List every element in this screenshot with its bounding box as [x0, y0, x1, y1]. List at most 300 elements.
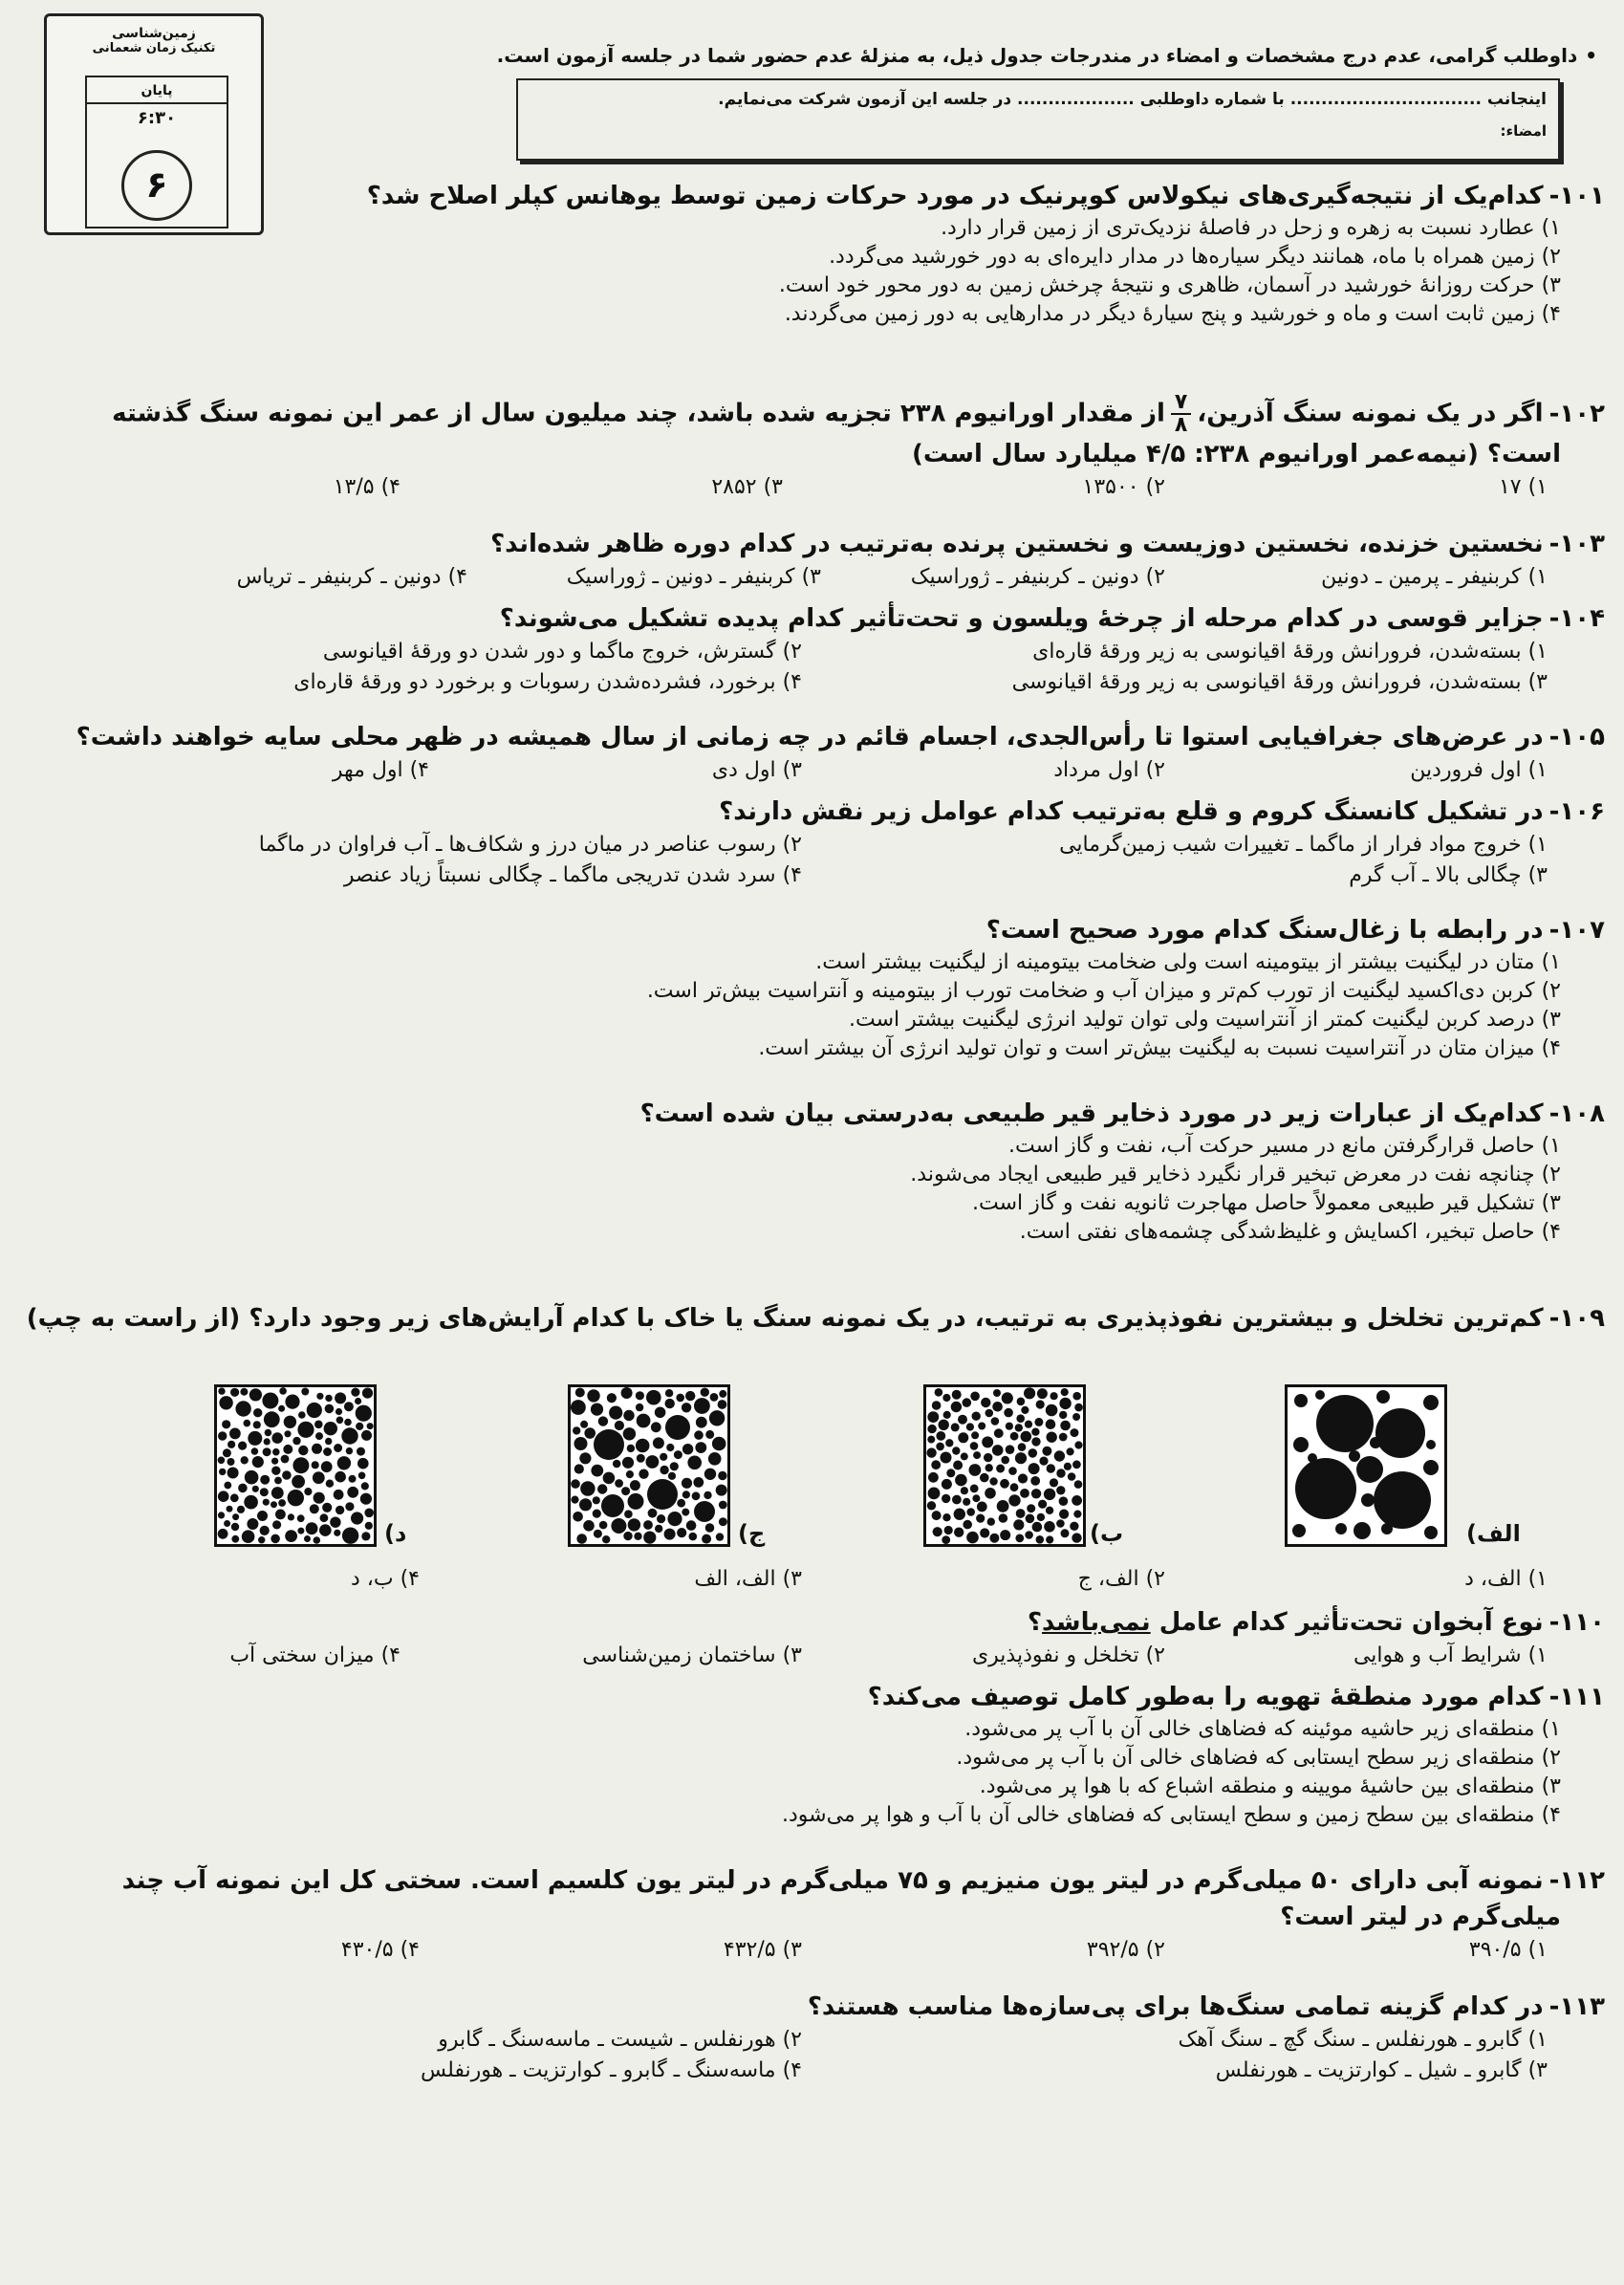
- grain-circle: [970, 1392, 980, 1402]
- grain-circle: [1036, 1535, 1045, 1544]
- question-111: [18, 1679, 1605, 1830]
- option-1[interactable]: ۱) کربنیفر ـ پرمین ـ دونین: [1321, 565, 1548, 589]
- grain-circle: [682, 1509, 689, 1516]
- grain-circle: [939, 1420, 949, 1430]
- grain-circle: [693, 1477, 704, 1488]
- option-2[interactable]: ۲) الف، ج: [1077, 1567, 1165, 1591]
- grain-circle: [571, 1496, 578, 1504]
- grain-circle: [315, 1432, 323, 1440]
- grain-circle: [716, 1485, 727, 1496]
- grain-circle: [1018, 1473, 1028, 1483]
- grain-circle: [987, 1518, 995, 1526]
- grain-circle: [1000, 1530, 1010, 1540]
- grain-circle: [926, 1447, 936, 1457]
- grain-circle: [607, 1393, 617, 1403]
- grain-circle: [1000, 1479, 1009, 1489]
- grain-circle: [237, 1506, 245, 1513]
- option-3[interactable]: ۳) اول دی: [711, 758, 802, 782]
- grain-circle: [1061, 1388, 1069, 1396]
- figure-label-alef: الف): [1466, 1520, 1521, 1547]
- grain-circle: [704, 1469, 716, 1480]
- grain-circle: [599, 1521, 608, 1530]
- grain-circle: [238, 1484, 248, 1493]
- grain-circle: [335, 1392, 346, 1404]
- grain-circle: [1050, 1392, 1058, 1400]
- grain-circle: [694, 1398, 710, 1414]
- grain-circle: [928, 1472, 939, 1483]
- option-4[interactable]: ۴) ۴۳۰/۵: [340, 1938, 420, 1962]
- grain-circle: [648, 1509, 658, 1518]
- grain-circle: [622, 1457, 634, 1469]
- grain-circle: [223, 1448, 231, 1457]
- grain-circle: [334, 1530, 340, 1536]
- grain-circle: [1015, 1452, 1027, 1464]
- grain-circle: [345, 1502, 354, 1511]
- grain-circle: [628, 1493, 644, 1510]
- grain-circle: [655, 1407, 666, 1419]
- grain-circle: [1031, 1437, 1040, 1446]
- grain-circle: [587, 1389, 599, 1402]
- grain-circle: [265, 1429, 272, 1437]
- grain-circle: [1025, 1421, 1032, 1428]
- grain-circle: [985, 1488, 996, 1499]
- grain-circle: [1072, 1460, 1081, 1469]
- option-1[interactable]: ۱) گابرو ـ هورنفلس ـ سنگ گچ ـ سنگ آهک: [1178, 2028, 1548, 2052]
- grain-circle: [573, 1512, 583, 1522]
- grain-circle: [285, 1395, 299, 1409]
- grain-circle: [297, 1514, 305, 1522]
- grain-circle: [218, 1529, 228, 1539]
- grain-circle: [1038, 1500, 1047, 1509]
- grain-circle: [575, 1388, 585, 1398]
- grain-circle: [623, 1532, 632, 1540]
- question-text-line2: است؟ (نیمه‌عمر اورانیوم ۲۳۸: ۴/۵ میلیارد سال است): [912, 440, 1561, 468]
- grain-circle: [1072, 1533, 1081, 1542]
- grain-circle: [248, 1431, 262, 1446]
- grain-circle: [262, 1393, 278, 1409]
- option-4[interactable]: ۴) میزان سختی آب: [229, 1643, 401, 1667]
- grain-circle: [325, 1395, 332, 1402]
- grain-circle: [992, 1445, 1004, 1456]
- grain-circle: [682, 1444, 693, 1454]
- grain-circle: [677, 1528, 686, 1537]
- grain-circle: [310, 1504, 319, 1513]
- grain-circle: [351, 1512, 363, 1524]
- option-4[interactable]: ۴) ۱۳/۵: [333, 475, 401, 499]
- option-1[interactable]: ۱) اول فروردین: [1410, 758, 1548, 782]
- grain-circle: [643, 1532, 656, 1544]
- question-text: کدام‌یک از عبارات زیر در مورد ذخایر قیر طبیعی به‌درستی بیان شده است؟: [639, 1099, 1544, 1128]
- grain-circle: [623, 1410, 634, 1421]
- question-102: [18, 392, 1605, 503]
- stamp-box-title: پایان: [87, 83, 227, 104]
- option-3[interactable]: ۳) درصد کربن لیگنیت کمتر از آنتراسیت ولی توان تولید انرژی لیگنیت بیشتر است.: [848, 1008, 1561, 1032]
- grain-circle: [685, 1391, 695, 1401]
- question-112: [18, 1862, 1605, 1966]
- grain-circle: [594, 1429, 624, 1460]
- option-3[interactable]: ۳) حرکت روزانهٔ خورشید در آسمان، ظاهری و نتیجهٔ چرخش زمین به دور محور خود است.: [778, 273, 1561, 297]
- stamp-subtitle: تکنیک زمان شعمانی: [92, 41, 216, 55]
- grain-circle: [993, 1389, 1001, 1397]
- grain-circle: [985, 1409, 994, 1418]
- option-3[interactable]: ۳) منطقه‌ای بین حاشیهٔ مویینه و منطقه اشباع که با هوا پر می‌شود.: [979, 1774, 1561, 1798]
- grain-circle: [251, 1447, 259, 1455]
- option-2[interactable]: ۲) زمین همراه با ماه، همانند دیگر سیاره‌ها در مدار دایره‌ای به دور خورشید می‌گردد.: [829, 245, 1561, 269]
- grain-circle: [324, 1422, 337, 1435]
- option-4[interactable]: ۴) سرد شدن تدریجی ماگما ـ چگالی نسبتاً زیاد عنصر: [343, 863, 802, 887]
- grain-circle: [1073, 1511, 1081, 1518]
- grain-circle: [668, 1472, 676, 1480]
- option-2[interactable]: ۲) تخلخل و نفوذپذیری: [971, 1643, 1165, 1667]
- grain-circle: [953, 1461, 963, 1470]
- grain-circle: [1059, 1496, 1069, 1506]
- grain-circle: [623, 1427, 636, 1440]
- stamp-subject: زمین‌شناسی: [112, 26, 196, 41]
- option-1[interactable]: ۱) متان در لیگنیت بیشتر از بیتومینه است ولی ضخامت بیتومینه از لیگنیت بیشتر است.: [815, 950, 1561, 974]
- option-2[interactable]: ۲) هورنفلس ـ شیست ـ ماسه‌سنگ ـ گابرو: [438, 2028, 802, 2052]
- grain-circle: [1026, 1514, 1035, 1524]
- grain-circle: [670, 1462, 679, 1470]
- grain-circle: [1006, 1445, 1015, 1454]
- grain-circle: [1068, 1472, 1076, 1481]
- grain-circle: [219, 1469, 226, 1475]
- question-number: ۱۰۲-: [1548, 399, 1605, 428]
- grain-circle: [927, 1425, 936, 1433]
- grain-circle: [994, 1428, 1004, 1438]
- option-1[interactable]: ۱) حاصل قرارگرفتن مانع در مسیر حرکت آب، نفت و گاز است.: [1008, 1134, 1561, 1158]
- grain-circle: [716, 1533, 724, 1540]
- grain-circle: [611, 1518, 626, 1534]
- grain-circle: [997, 1500, 1009, 1512]
- grain-circle: [574, 1437, 588, 1450]
- grain-circle: [591, 1465, 603, 1477]
- grain-circle: [1010, 1432, 1019, 1441]
- grain-circle: [1059, 1510, 1069, 1519]
- grain-circle: [244, 1495, 258, 1510]
- grain-circle: [647, 1479, 678, 1510]
- question-number: ۱۰۹-: [1548, 1304, 1605, 1333]
- grain-circle: [298, 1446, 308, 1455]
- option-2[interactable]: ۲) ۳۹۲/۵: [1086, 1938, 1165, 1962]
- option-3[interactable]: ۳) ۴۳۲/۵: [723, 1938, 802, 1962]
- option-3[interactable]: ۳) الف، الف: [694, 1567, 802, 1591]
- grain-circle: [336, 1417, 344, 1425]
- grain-circle: [247, 1518, 258, 1530]
- grain-circle: [971, 1431, 979, 1439]
- question-101: [18, 178, 1605, 329]
- grain-circle: [1018, 1443, 1027, 1451]
- grain-circle: [272, 1520, 281, 1529]
- grain-circle: [682, 1403, 691, 1412]
- grain-circle: [1044, 1521, 1055, 1533]
- grain-circle: [651, 1422, 661, 1432]
- option-4[interactable]: ۴) اول مهر: [332, 758, 429, 782]
- grain-circle: [1074, 1480, 1083, 1489]
- fraction-numerator: ۷: [1171, 392, 1191, 415]
- grain-circle: [361, 1430, 372, 1441]
- option-4[interactable]: ۴) زمین ثابت است و ماه و خورشید و پنج سیارهٔ دیگر در مدارهایی به دور زمین می‌گردند.: [784, 302, 1561, 326]
- option-3[interactable]: ۳) تشکیل قیر طبیعی معمولاً حاصل مهاجرت ثانویه نفت و گاز است.: [972, 1191, 1561, 1215]
- grain-circle: [288, 1490, 304, 1506]
- grain-circle: [367, 1423, 374, 1429]
- grain-circle: [574, 1464, 584, 1473]
- grain-circle: [630, 1480, 640, 1491]
- grain-circle: [260, 1475, 270, 1485]
- grain-circle: [636, 1404, 643, 1411]
- option-3[interactable]: ۳) ۲۸۵۲: [711, 475, 783, 499]
- grain-circle: [361, 1532, 370, 1540]
- signature-line: اینجانب ............................... با شماره داوطلبی ................... در جلسه این آزمون شرکت می‌نمایم.: [718, 90, 1547, 109]
- grain-circle: [1032, 1522, 1043, 1533]
- figure-label-jim: ج): [738, 1520, 766, 1547]
- grain-circle: [961, 1452, 968, 1460]
- question-103: [18, 526, 1605, 593]
- question-text: در رابطه با زغال‌سنگ کدام مورد صحیح است؟: [985, 916, 1544, 945]
- grain-circle: [342, 1528, 358, 1544]
- grain-circle: [238, 1442, 247, 1450]
- grain-circle: [1010, 1483, 1019, 1491]
- option-3[interactable]: ۳) کربنیفر ـ دونین ـ ژوراسیک: [566, 565, 821, 589]
- grain-circle: [621, 1487, 630, 1495]
- grain-circle: [954, 1509, 965, 1520]
- grain-circle: [702, 1534, 711, 1544]
- question-110: [18, 1604, 1605, 1671]
- grain-circle: [593, 1496, 600, 1504]
- option-1[interactable]: ۱) عطارد نسبت به زهره و زحل در فاصلهٔ نزدیک‌تری از زمین قرار دارد.: [941, 216, 1561, 240]
- option-1[interactable]: ۱) خروج مواد فرار از ماگما ـ تغییرات شیب زمین‌گرمایی: [1059, 833, 1548, 857]
- grain-circle: [955, 1474, 967, 1487]
- option-4[interactable]: ۴) حاصل تبخیر، اکسایش و غلیظ‌شدگی چشمه‌های نفتی است.: [1019, 1220, 1561, 1244]
- grain-circle: [356, 1405, 372, 1422]
- grain-circle: [1039, 1457, 1048, 1466]
- grain-circle: [646, 1390, 661, 1405]
- question-text: در کدام گزینه تمامی سنگ‌ها برای پی‌سازه‌ها مناسب هستند؟: [807, 1992, 1544, 2021]
- packing-figure-jim: [568, 1384, 730, 1547]
- grain-circle: [285, 1530, 297, 1542]
- grain-circle: [686, 1520, 697, 1531]
- option-1[interactable]: ۱) ۱۷: [1498, 475, 1548, 499]
- grain-circle: [1031, 1489, 1041, 1498]
- grain-circle: [958, 1432, 968, 1443]
- grain-circle: [316, 1393, 323, 1400]
- grain-circle: [963, 1498, 970, 1506]
- question-number: ۱۰۸-: [1548, 1099, 1605, 1128]
- grain-circle: [643, 1520, 653, 1530]
- grain-circle: [951, 1423, 960, 1431]
- option-1[interactable]: ۱) بسته‌شدن، فرورانش ورقهٔ اقیانوسی به زیر ورقهٔ قاره‌ای: [1032, 640, 1548, 664]
- grain-circle: [989, 1534, 999, 1543]
- grain-circle: [263, 1447, 271, 1456]
- grain-circle: [337, 1456, 351, 1469]
- option-3[interactable]: ۳) گابرو ـ شیل ـ کوارتزیت ـ هورنفلس: [1215, 2058, 1548, 2082]
- grain-circle: [301, 1388, 309, 1396]
- fraction-denominator: ۸: [1174, 413, 1188, 437]
- grain-circle: [1072, 1392, 1081, 1401]
- grain-circle: [1016, 1414, 1025, 1423]
- option-3[interactable]: ۳) بسته‌شدن، فرورانش ورقهٔ اقیانوسی به زیر ورقهٔ اقیانوسی: [1011, 670, 1548, 694]
- grain-circle: [664, 1529, 676, 1540]
- grain-circle: [283, 1445, 292, 1454]
- grain-circle: [609, 1406, 622, 1420]
- grain-circle: [952, 1495, 962, 1505]
- grain-circle: [1047, 1464, 1055, 1472]
- option-4[interactable]: ۴) برخورد، فشرده‌شدن رسوبات و برخورد دو ورقهٔ قاره‌ای: [293, 670, 802, 694]
- option-2[interactable]: ۲) اول مرداد: [1053, 758, 1165, 782]
- grain-circle: [682, 1478, 692, 1489]
- question-text: در عرض‌های جغرافیایی استوا تا رأس‌الجدی، اجسام قائم در چه زمانی از سال همیشه در ظهر محلی سایه خواهند داشت؟: [76, 723, 1544, 751]
- option-2[interactable]: ۲) کربن دی‌اکسید لیگنیت از تورب کم‌تر و میزان آب و ضخامت تورب از بیتومینه و آنتراسیت بیش‌تر است.: [646, 979, 1561, 1003]
- candidate-notice: [393, 44, 1597, 67]
- grain-circle: [278, 1499, 286, 1507]
- grain-circle: [1044, 1489, 1055, 1500]
- grain-circle: [932, 1511, 942, 1520]
- grain-circle: [980, 1473, 989, 1483]
- option-4[interactable]: ۴) دونین ـ کربنیفر ـ تریاس: [236, 565, 467, 589]
- grain-circle: [657, 1514, 665, 1523]
- grain-circle: [961, 1487, 968, 1494]
- grain-circle: [665, 1399, 675, 1408]
- grain-circle: [696, 1417, 707, 1428]
- option-2[interactable]: ۲) گسترش، خروج ماگما و دور شدن دو ورقهٔ اقیانوسی: [322, 640, 802, 664]
- grain-circle: [719, 1501, 727, 1510]
- grain-circle: [1001, 1456, 1009, 1465]
- grain-circle: [927, 1436, 935, 1444]
- grain-circle: [344, 1402, 354, 1411]
- grain-circle: [306, 1522, 318, 1534]
- option-3[interactable]: ۳) چگالی بالا ـ آب گرم: [1349, 863, 1548, 887]
- question-text: نخستین خزنده، نخستین دوزیست و نخستین پرنده به‌ترتیب در کدام دوره ظاهر شده‌اند؟: [490, 530, 1544, 558]
- grain-circle: [1015, 1534, 1024, 1543]
- option-1[interactable]: ۱) الف، د: [1464, 1567, 1548, 1591]
- packing-figure-alef: [1285, 1384, 1447, 1547]
- grain-circle: [218, 1431, 227, 1440]
- grain-circle: [712, 1437, 726, 1451]
- grain-circle: [304, 1535, 311, 1542]
- grain-circle: [942, 1513, 950, 1521]
- question-text: کدام‌یک از نتیجه‌گیری‌های نیکولاس کوپرنیک در مورد حرکات زمین توسط یوهانس کپلر اصلاح شد؟: [366, 182, 1544, 210]
- option-2[interactable]: ۲) ۱۳۵۰۰: [1082, 475, 1165, 499]
- grain-circle: [624, 1510, 633, 1518]
- grain-circle: [346, 1447, 353, 1454]
- grain-circle: [312, 1444, 322, 1454]
- grain-circle: [1056, 1519, 1065, 1528]
- question-number: ۱۰۵-: [1548, 723, 1605, 751]
- grain-circle: [1056, 1469, 1065, 1477]
- grain-circle: [634, 1533, 641, 1540]
- grain-circle: [1054, 1450, 1065, 1461]
- grain-circle: [594, 1530, 602, 1538]
- grain-circle: [1059, 1411, 1067, 1419]
- grain-circle: [313, 1471, 325, 1484]
- grain-circle: [314, 1492, 325, 1504]
- grain-circle: [264, 1438, 271, 1445]
- grain-circle: [1004, 1408, 1013, 1418]
- grain-circle: [927, 1501, 936, 1510]
- grain-circle: [945, 1439, 953, 1447]
- grain-circle: [219, 1396, 232, 1409]
- grain-circle: [355, 1398, 361, 1404]
- grain-circle: [229, 1428, 241, 1440]
- circle-packing-image: [217, 1387, 374, 1544]
- grain-circle: [660, 1466, 668, 1474]
- grain-circle: [326, 1480, 334, 1488]
- grain-circle: [701, 1388, 709, 1397]
- grain-circle: [260, 1488, 269, 1496]
- question-number: ۱۱۱-: [1548, 1683, 1605, 1711]
- grain-circle: [240, 1388, 248, 1396]
- grain-circle: [639, 1469, 648, 1479]
- question-text: نوع آبخوان تحت‌تأثیر کدام عامل: [1150, 1608, 1544, 1637]
- grain-circle: [271, 1501, 277, 1508]
- question-text-line2: میلی‌گرم در لیتر است؟: [1280, 1903, 1561, 1931]
- option-3[interactable]: ۳) ساختمان زمین‌شناسی: [582, 1643, 802, 1667]
- grain-circle: [935, 1388, 943, 1397]
- grain-circle: [936, 1431, 945, 1441]
- option-4[interactable]: ۴) منطقه‌ای بین سطح زمین و سطح ایستابی که فضاهای خالی آن با آب و هوا پر می‌شود.: [782, 1803, 1561, 1827]
- option-1[interactable]: ۱) منطقه‌ای زیر حاشیه موئینه که فضاهای خالی آن با آب پر می‌شود.: [964, 1717, 1561, 1741]
- grain-circle: [314, 1536, 321, 1544]
- option-2[interactable]: ۲) رسوب عناصر در میان درز و شکاف‌ها ـ آب فراوان در ماگما: [258, 833, 802, 857]
- grain-circle: [972, 1412, 981, 1421]
- grain-circle: [360, 1493, 372, 1505]
- grain-circle: [653, 1437, 664, 1448]
- option-1[interactable]: ۱) شرایط آب و هوایی: [1353, 1643, 1548, 1667]
- grain-circle: [973, 1451, 981, 1459]
- question-text: در تشکیل کانسنگ کروم و قلع به‌ترتیب کدام عوامل زیر نقش دارند؟: [719, 797, 1544, 826]
- grain-circle: [676, 1394, 684, 1403]
- grain-circle: [1056, 1486, 1065, 1494]
- grain-circle: [579, 1452, 591, 1464]
- question-text: نمونه آبی دارای ۵۰ میلی‌گرم در لیتر یون منیزیم و ۷۵ میلی‌گرم در لیتر یون کلسیم است. سختی کل این نمونه آب چند: [121, 1866, 1544, 1895]
- grain-circle: [334, 1490, 344, 1500]
- option-4[interactable]: ۴) ب، د: [350, 1567, 420, 1591]
- grain-circle: [292, 1457, 309, 1473]
- grain-circle: [593, 1510, 601, 1518]
- grain-circle: [336, 1506, 344, 1514]
- option-2[interactable]: ۲) دونین ـ کربنیفر ـ ژوراسیک: [910, 565, 1165, 589]
- grain-circle: [271, 1534, 280, 1544]
- grain-circle: [231, 1523, 239, 1531]
- grain-circle: [1006, 1423, 1013, 1430]
- grain-circle: [227, 1468, 239, 1479]
- option-2[interactable]: ۲) منطقه‌ای زیر سطح ایستابی که فضاهای خالی آن با آب پر می‌شود.: [956, 1746, 1561, 1770]
- grain-circle: [257, 1511, 268, 1521]
- option-4[interactable]: ۴) میزان متان در آنتراسیت نسبت به لیگنیت بیش‌تر است و توان تولید انرژی آن بیشتر است.: [758, 1036, 1561, 1060]
- grain-circle: [1013, 1519, 1024, 1530]
- question-text: اگر در یک نمونه سنگ آذرین،: [1197, 399, 1544, 428]
- grain-circle: [1059, 1433, 1068, 1442]
- grain-circle: [692, 1491, 701, 1500]
- grain-circle: [598, 1416, 608, 1425]
- grain-circle: [364, 1509, 374, 1518]
- grain-circle: [580, 1481, 595, 1495]
- option-4[interactable]: ۴) ماسه‌سنگ ـ گابرو ـ کوارتزیت ـ هورنفلس: [421, 2058, 802, 2082]
- option-2[interactable]: ۲) چنانچه نفت در معرض تبخیر قرار نگیرد ذخایر قیر طبیعی ایجاد می‌شوند.: [910, 1163, 1561, 1186]
- grain-circle: [334, 1444, 342, 1452]
- question-text: کم‌ترین تخلخل و بیشترین نفوذپذیری به ترتیب، در یک نمونه سنگ یا خاک با کدام آرایش‌های زیر وجود دارد؟ (از راست به چپ): [26, 1304, 1544, 1333]
- grain-circle: [322, 1503, 332, 1512]
- circle-packing-image: [571, 1387, 727, 1544]
- grain-circle: [344, 1419, 352, 1426]
- grain-circle: [260, 1526, 270, 1535]
- fraction: [1171, 392, 1191, 436]
- grain-circle: [637, 1454, 645, 1463]
- option-1[interactable]: ۱) ۳۹۰/۵: [1468, 1938, 1548, 1962]
- grain-circle: [218, 1512, 225, 1518]
- grain-circle: [942, 1479, 952, 1490]
- grain-circle: [694, 1501, 715, 1522]
- grain-circle: [1015, 1424, 1023, 1431]
